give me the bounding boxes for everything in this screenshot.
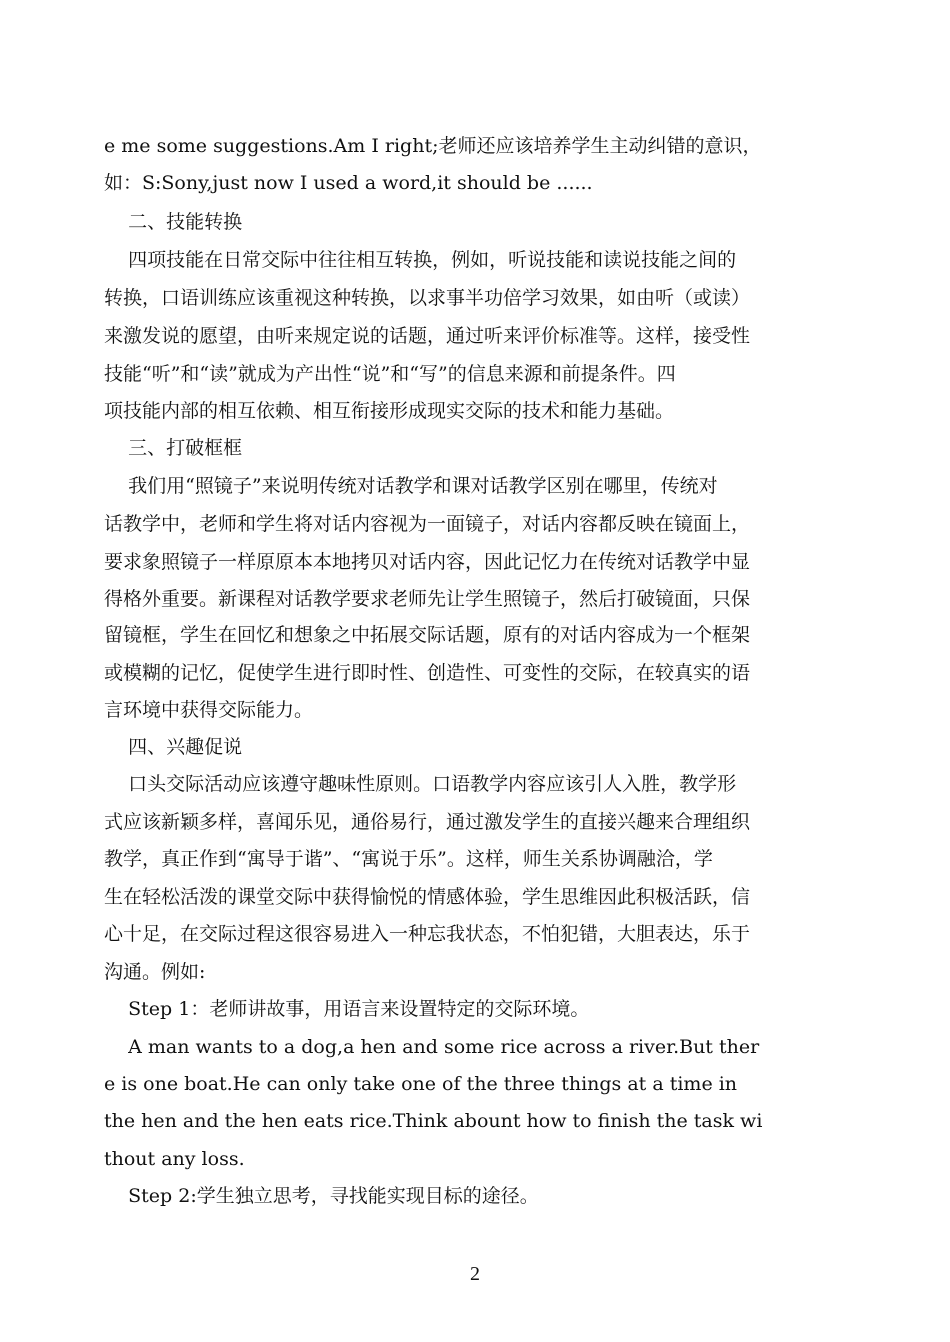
text-line: A man wants to a dog,a hen and some rice across a river.But ther: [104, 1036, 760, 1058]
text-line: 话教学中，老师和学生将对话内容视为一面镜子，对话内容都反映在镜面上，: [104, 513, 751, 535]
text-line: 来激发说的愿望，由听来规定说的话题，通过听来评价标准等。这样，接受性: [104, 325, 751, 347]
text-line: 得格外重要。新课程对话教学要求老师先让学生照镜子，然后打破镜面，只保: [104, 588, 751, 610]
text-line: Step 2:学生独立思考，寻找能实现目标的途径。: [104, 1185, 539, 1207]
text-line: Step 1：老师讲故事，用语言来设置特定的交际环境。: [104, 998, 590, 1020]
section-heading: 二、技能转换: [104, 211, 243, 233]
text-line: 沟通。例如:: [104, 961, 206, 983]
text-line: 四项技能在日常交际中往往相互转换，例如，听说技能和读说技能之间的: [104, 249, 737, 271]
text-line: 如：S:Sony,just now I used a word,it should be ......: [104, 172, 593, 194]
text-line: the hen and the hen eats rice.Think abount how to finish the task wi: [104, 1110, 763, 1132]
text-line: 言环境中获得交际能力。: [104, 699, 314, 721]
text-line: 教学，真正作到“寓导于谐”、“寓说于乐”。这样，师生关系协调融洽，学: [104, 848, 713, 870]
text-line: 生在轻松活泼的课堂交际中获得愉悦的情感体验，学生思维因此积极活跃，信: [104, 886, 751, 908]
text-line: thout any loss.: [104, 1148, 245, 1170]
text-line: 要求象照镜子一样原原本本地拷贝对话内容，因此记忆力在传统对话教学中显: [104, 551, 751, 573]
text-line: e me some suggestions.Am I right;老师还应该培养学生主动纠错的意识，: [104, 135, 762, 157]
text-line: 技能“听”和“读”就成为产出性“说”和“写”的信息来源和前提条件。四: [104, 363, 676, 385]
page-number: 2: [470, 1263, 480, 1285]
text-line: 式应该新颖多样，喜闻乐见，通俗易行，通过激发学生的直接兴趣来合理组织: [104, 811, 751, 833]
text-line: 转换，口语训练应该重视这种转换，以求事半功倍学习效果，如由听（或读）: [104, 287, 751, 309]
text-line: 或模糊的记忆，促使学生进行即时性、创造性、可变性的交际，在较真实的语: [104, 662, 751, 684]
text-line: 项技能内部的相互依赖、相互衔接形成现实交际的技术和能力基础。: [104, 400, 675, 422]
text-line: e is one boat.He can only take one of the three things at a time in: [104, 1073, 738, 1095]
text-line: 口头交际活动应该遵守趣味性原则。口语教学内容应该引人入胜，教学形: [104, 773, 737, 795]
text-line: 留镜框，学生在回忆和想象之中拓展交际话题，原有的对话内容成为一个框架: [104, 624, 751, 646]
section-heading: 三、打破框框: [104, 437, 243, 459]
section-heading: 四、兴趣促说: [104, 736, 243, 758]
text-line: 我们用“照镜子”来说明传统对话教学和课对话教学区别在哪里，传统对: [104, 475, 718, 497]
text-line: 心十足，在交际过程这很容易进入一种忘我状态，不怕犯错，大胆表达，乐于: [104, 923, 751, 945]
